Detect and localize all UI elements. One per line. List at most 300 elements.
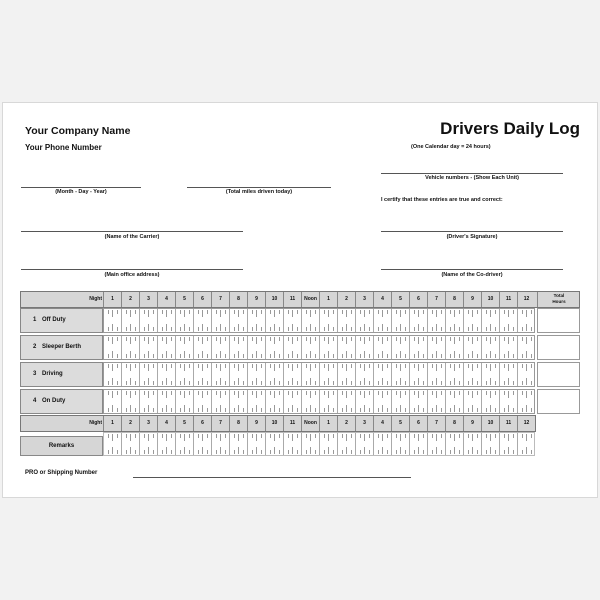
quarter-hour-tick	[364, 405, 365, 412]
quarter-hour-tick	[225, 408, 226, 412]
miles-line[interactable]	[187, 187, 331, 188]
quarter-hour-tick	[513, 434, 514, 438]
quarter-hour-tick	[459, 408, 460, 412]
quarter-hour-tick	[153, 354, 154, 358]
quarter-hour-tick	[274, 447, 275, 454]
hour-divider	[211, 363, 212, 386]
quarter-hour-tick	[531, 364, 532, 368]
quarter-hour-tick	[261, 327, 262, 331]
quarter-hour-tick	[184, 447, 185, 454]
quarter-hour-tick	[351, 364, 352, 368]
hour-label: 5	[391, 292, 409, 307]
quarter-hour-tick	[315, 391, 316, 395]
quarter-hour-tick	[279, 327, 280, 331]
hour-divider	[463, 390, 464, 413]
quarter-hour-tick	[508, 447, 509, 454]
hour-label: 2	[121, 416, 139, 431]
row-grid-on-duty[interactable]	[103, 389, 535, 414]
quarter-hour-tick	[364, 391, 365, 398]
quarter-hour-tick	[202, 351, 203, 358]
quarter-hour-tick	[148, 378, 149, 385]
quarter-hour-tick	[526, 310, 527, 317]
row-grid-driving[interactable]	[103, 362, 535, 387]
hour-divider	[517, 309, 518, 332]
quarter-hour-tick	[184, 405, 185, 412]
hour-divider	[373, 336, 374, 359]
quarter-hour-tick	[189, 408, 190, 412]
quarter-hour-tick	[234, 450, 235, 454]
quarter-hour-tick	[306, 327, 307, 331]
hour-divider	[355, 363, 356, 386]
quarter-hour-tick	[292, 310, 293, 317]
quarter-hour-tick	[508, 324, 509, 331]
quarter-hour-tick	[405, 450, 406, 454]
quarter-hour-tick	[423, 327, 424, 331]
quarter-hour-tick	[346, 351, 347, 358]
quarter-hour-tick	[315, 434, 316, 438]
quarter-hour-tick	[108, 310, 109, 314]
quarter-hour-tick	[508, 310, 509, 317]
quarter-hour-tick	[360, 381, 361, 385]
quarter-hour-tick	[117, 354, 118, 358]
quarter-hour-tick	[220, 310, 221, 317]
quarter-hour-tick	[315, 364, 316, 368]
quarter-hour-tick	[378, 408, 379, 412]
quarter-hour-tick	[117, 364, 118, 368]
quarter-hour-tick	[243, 381, 244, 385]
quarter-hour-tick	[328, 310, 329, 317]
quarter-hour-tick	[108, 434, 109, 438]
quarter-hour-tick	[396, 381, 397, 385]
quarter-hour-tick	[387, 337, 388, 341]
quarter-hour-tick	[454, 378, 455, 385]
quarter-hour-tick	[414, 450, 415, 454]
hour-divider	[499, 390, 500, 413]
quarter-hour-tick	[279, 391, 280, 395]
quarter-hour-tick	[490, 351, 491, 358]
quarter-hour-tick	[513, 337, 514, 341]
hour-label: 1	[103, 292, 121, 307]
quarter-hour-tick	[477, 354, 478, 358]
hour-divider	[355, 309, 356, 332]
hour-divider	[373, 309, 374, 332]
quarter-hour-tick	[387, 408, 388, 412]
hour-divider	[355, 390, 356, 413]
quarter-hour-tick	[342, 310, 343, 314]
quarter-hour-tick	[436, 337, 437, 344]
quarter-hour-tick	[108, 337, 109, 341]
hour-label: 8	[229, 416, 247, 431]
quarter-hour-tick	[382, 378, 383, 385]
quarter-hour-tick	[148, 351, 149, 358]
quarter-hour-tick	[522, 337, 523, 341]
quarter-hour-tick	[238, 324, 239, 331]
quarter-hour-tick	[108, 391, 109, 395]
quarter-hour-tick	[202, 364, 203, 371]
row-label: Driving	[42, 371, 63, 377]
quarter-hour-tick	[468, 364, 469, 368]
quarter-hour-tick	[261, 434, 262, 438]
quarter-hour-tick	[126, 450, 127, 454]
quarter-hour-tick	[180, 337, 181, 341]
hour-divider	[193, 309, 194, 332]
quarter-hour-tick	[306, 434, 307, 438]
quarter-hour-tick	[198, 310, 199, 314]
quarter-hour-tick	[252, 354, 253, 358]
hour-label: 11	[499, 292, 517, 307]
hour-divider	[517, 433, 518, 455]
hour-divider	[337, 363, 338, 386]
hour-label: 9	[463, 292, 481, 307]
quarter-hour-tick	[166, 324, 167, 331]
quarter-hour-tick	[477, 450, 478, 454]
quarter-hour-tick	[513, 450, 514, 454]
hour-divider	[445, 336, 446, 359]
quarter-hour-tick	[198, 434, 199, 438]
quarter-hour-tick	[274, 434, 275, 441]
office-line[interactable]	[21, 269, 243, 270]
quarter-hour-tick	[472, 351, 473, 358]
hour-divider	[301, 309, 302, 332]
quarter-hour-tick	[504, 327, 505, 331]
quarter-hour-tick	[202, 337, 203, 344]
quarter-hour-tick	[261, 408, 262, 412]
quarter-hour-tick	[292, 434, 293, 441]
row-total-sleeper-berth[interactable]	[537, 335, 580, 360]
hour-divider	[499, 363, 500, 386]
duty-status-grid	[20, 291, 580, 456]
date-caption: (Month - Day - Year)	[55, 189, 107, 195]
hour-label: 4	[157, 416, 175, 431]
quarter-hour-tick	[243, 354, 244, 358]
quarter-hour-tick	[306, 337, 307, 341]
quarter-hour-tick	[450, 354, 451, 358]
quarter-hour-tick	[279, 450, 280, 454]
hour-label: 9	[463, 416, 481, 431]
quarter-hour-tick	[396, 450, 397, 454]
hour-label: 5	[175, 416, 193, 431]
quarter-hour-tick	[270, 327, 271, 331]
quarter-hour-tick	[508, 378, 509, 385]
quarter-hour-tick	[148, 447, 149, 454]
quarter-hour-tick	[522, 391, 523, 395]
quarter-hour-tick	[531, 450, 532, 454]
quarter-hour-tick	[405, 327, 406, 331]
row-total-off-duty[interactable]	[537, 308, 580, 333]
quarter-hour-tick	[234, 337, 235, 341]
quarter-hour-tick	[454, 364, 455, 371]
row-grid-sleeper-berth[interactable]	[103, 335, 535, 360]
quarter-hour-tick	[297, 327, 298, 331]
quarter-hour-tick	[504, 391, 505, 395]
quarter-hour-tick	[202, 378, 203, 385]
quarter-hour-tick	[112, 434, 113, 441]
quarter-hour-tick	[405, 354, 406, 358]
hour-divider	[157, 309, 158, 332]
quarter-hour-tick	[108, 450, 109, 454]
quarter-hour-tick	[477, 434, 478, 438]
quarter-hour-tick	[270, 364, 271, 368]
quarter-hour-tick	[288, 354, 289, 358]
quarter-hour-tick	[423, 337, 424, 341]
quarter-hour-tick	[423, 434, 424, 438]
quarter-hour-tick	[400, 434, 401, 441]
quarter-hour-tick	[486, 337, 487, 341]
quarter-hour-tick	[297, 391, 298, 395]
quarter-hour-tick	[342, 450, 343, 454]
quarter-hour-tick	[328, 337, 329, 344]
row-label: Sleeper Berth	[42, 344, 82, 350]
quarter-hour-tick	[216, 337, 217, 341]
hour-divider	[265, 336, 266, 359]
quarter-hour-tick	[148, 405, 149, 412]
quarter-hour-tick	[490, 405, 491, 412]
quarter-hour-tick	[310, 337, 311, 344]
quarter-hour-tick	[207, 408, 208, 412]
quarter-hour-tick	[486, 391, 487, 395]
quarter-hour-tick	[144, 354, 145, 358]
quarter-hour-tick	[378, 434, 379, 438]
row-grid-off-duty[interactable]	[103, 308, 535, 333]
hour-divider	[517, 390, 518, 413]
quarter-hour-tick	[400, 364, 401, 371]
quarter-hour-tick	[378, 364, 379, 368]
quarter-hour-tick	[270, 450, 271, 454]
hour-label: 6	[409, 292, 427, 307]
quarter-hour-tick	[310, 351, 311, 358]
quarter-hour-tick	[238, 378, 239, 385]
hour-divider	[427, 309, 428, 332]
quarter-hour-tick	[468, 408, 469, 412]
hour-divider	[463, 363, 464, 386]
pro-number-line[interactable]	[133, 477, 411, 478]
quarter-hour-tick	[225, 391, 226, 395]
hour-divider	[283, 336, 284, 359]
quarter-hour-tick	[207, 381, 208, 385]
quarter-hour-tick	[189, 327, 190, 331]
hour-divider	[319, 309, 320, 332]
hour-divider	[175, 363, 176, 386]
quarter-hour-tick	[220, 337, 221, 344]
hour-divider	[409, 363, 410, 386]
quarter-hour-tick	[342, 337, 343, 341]
quarter-hour-tick	[504, 450, 505, 454]
hour-divider	[463, 433, 464, 455]
quarter-hour-tick	[477, 391, 478, 395]
quarter-hour-tick	[477, 381, 478, 385]
hour-divider	[337, 390, 338, 413]
quarter-hour-tick	[472, 391, 473, 398]
quarter-hour-tick	[333, 434, 334, 438]
quarter-hour-tick	[432, 310, 433, 314]
quarter-hour-tick	[279, 434, 280, 438]
quarter-hour-tick	[486, 327, 487, 331]
quarter-hour-tick	[508, 391, 509, 398]
quarter-hour-tick	[414, 327, 415, 331]
quarter-hour-tick	[261, 337, 262, 341]
quarter-hour-tick	[360, 354, 361, 358]
quarter-hour-tick	[130, 324, 131, 331]
quarter-hour-tick	[180, 381, 181, 385]
quarter-hour-tick	[144, 364, 145, 368]
certify-text: I certify that these entries are true and correct:	[381, 197, 503, 203]
quarter-hour-tick	[400, 447, 401, 454]
quarter-hour-tick	[454, 310, 455, 317]
quarter-hour-tick	[234, 327, 235, 331]
hour-label: 7	[427, 416, 445, 431]
quarter-hour-tick	[135, 391, 136, 395]
quarter-hour-tick	[490, 364, 491, 371]
quarter-hour-tick	[450, 434, 451, 438]
row-total-on-duty[interactable]	[537, 389, 580, 414]
quarter-hour-tick	[441, 364, 442, 368]
quarter-hour-tick	[418, 378, 419, 385]
vehicle-caption: Vehicle numbers - (Show Each Unit)	[425, 175, 519, 181]
hour-divider	[211, 309, 212, 332]
carrier-caption: (Name of the Carrier)	[104, 234, 160, 240]
quarter-hour-tick	[351, 450, 352, 454]
quarter-hour-tick	[256, 434, 257, 441]
carrier-line[interactable]	[21, 231, 243, 232]
hour-divider	[445, 433, 446, 455]
quarter-hour-tick	[513, 408, 514, 412]
quarter-hour-tick	[166, 434, 167, 441]
hour-divider	[517, 336, 518, 359]
quarter-hour-tick	[148, 364, 149, 371]
hour-divider	[337, 309, 338, 332]
date-line[interactable]	[21, 187, 141, 188]
quarter-hour-tick	[306, 310, 307, 314]
quarter-hour-tick	[508, 364, 509, 371]
quarter-hour-tick	[346, 324, 347, 331]
quarter-hour-tick	[441, 310, 442, 314]
quarter-hour-tick	[450, 381, 451, 385]
hour-divider	[283, 309, 284, 332]
quarter-hour-tick	[418, 310, 419, 317]
hour-divider	[319, 363, 320, 386]
quarter-hour-tick	[198, 381, 199, 385]
quarter-hour-tick	[369, 408, 370, 412]
hour-divider	[499, 433, 500, 455]
quarter-hour-tick	[225, 381, 226, 385]
quarter-hour-tick	[396, 310, 397, 314]
quarter-hour-tick	[202, 447, 203, 454]
quarter-hour-tick	[342, 434, 343, 438]
quarter-hour-tick	[171, 450, 172, 454]
codriver-line[interactable]	[381, 269, 563, 270]
quarter-hour-tick	[369, 327, 370, 331]
quarter-hour-tick	[423, 310, 424, 314]
quarter-hour-tick	[459, 434, 460, 438]
quarter-hour-tick	[117, 327, 118, 331]
row-total-driving[interactable]	[537, 362, 580, 387]
quarter-hour-tick	[360, 337, 361, 341]
quarter-hour-tick	[526, 391, 527, 398]
quarter-hour-tick	[328, 391, 329, 398]
quarter-hour-tick	[315, 381, 316, 385]
quarter-hour-tick	[405, 364, 406, 368]
row-label-driving	[20, 362, 103, 387]
quarter-hour-tick	[531, 391, 532, 395]
quarter-hour-tick	[436, 434, 437, 441]
quarter-hour-tick	[346, 405, 347, 412]
quarter-hour-tick	[477, 364, 478, 368]
hour-divider	[427, 433, 428, 455]
quarter-hour-tick	[243, 327, 244, 331]
quarter-hour-tick	[306, 391, 307, 395]
quarter-hour-tick	[117, 450, 118, 454]
quarter-hour-tick	[382, 364, 383, 371]
quarter-hour-tick	[207, 310, 208, 314]
night-label: Night	[89, 296, 102, 302]
quarter-hour-tick	[184, 310, 185, 317]
quarter-hour-tick	[342, 327, 343, 331]
quarter-hour-tick	[346, 364, 347, 371]
quarter-hour-tick	[148, 324, 149, 331]
quarter-hour-tick	[216, 381, 217, 385]
quarter-hour-tick	[189, 391, 190, 395]
quarter-hour-tick	[166, 310, 167, 317]
quarter-hour-tick	[405, 310, 406, 314]
hour-divider	[265, 390, 266, 413]
hour-divider	[139, 433, 140, 455]
quarter-hour-tick	[477, 337, 478, 341]
quarter-hour-tick	[207, 391, 208, 395]
quarter-hour-tick	[346, 378, 347, 385]
quarter-hour-tick	[279, 381, 280, 385]
quarter-hour-tick	[130, 364, 131, 371]
quarter-hour-tick	[189, 450, 190, 454]
quarter-hour-tick	[468, 381, 469, 385]
quarter-hour-tick	[243, 434, 244, 438]
quarter-hour-tick	[382, 324, 383, 331]
quarter-hour-tick	[364, 351, 365, 358]
quarter-hour-tick	[513, 327, 514, 331]
quarter-hour-tick	[256, 310, 257, 317]
quarter-hour-tick	[261, 364, 262, 368]
quarter-hour-tick	[468, 337, 469, 341]
signature-line[interactable]	[381, 231, 563, 232]
quarter-hour-tick	[328, 434, 329, 441]
quarter-hour-tick	[342, 391, 343, 395]
hour-divider	[337, 336, 338, 359]
quarter-hour-tick	[238, 351, 239, 358]
remarks-grid[interactable]	[103, 432, 535, 456]
hour-divider	[175, 433, 176, 455]
hour-divider	[481, 309, 482, 332]
quarter-hour-tick	[423, 408, 424, 412]
quarter-hour-tick	[288, 381, 289, 385]
quarter-hour-tick	[238, 337, 239, 344]
quarter-hour-tick	[333, 354, 334, 358]
quarter-hour-tick	[522, 381, 523, 385]
hour-divider	[463, 336, 464, 359]
codriver-caption: (Name of the Co-driver)	[441, 272, 503, 278]
quarter-hour-tick	[126, 408, 127, 412]
quarter-hour-tick	[171, 337, 172, 341]
vehicle-line[interactable]	[381, 173, 563, 174]
quarter-hour-tick	[184, 434, 185, 441]
quarter-hour-tick	[351, 337, 352, 341]
quarter-hour-tick	[387, 310, 388, 314]
hour-label: 12	[517, 416, 535, 431]
quarter-hour-tick	[459, 391, 460, 395]
quarter-hour-tick	[184, 337, 185, 344]
quarter-hour-tick	[216, 450, 217, 454]
hour-divider	[373, 433, 374, 455]
quarter-hour-tick	[432, 434, 433, 438]
hour-label: 10	[481, 292, 499, 307]
